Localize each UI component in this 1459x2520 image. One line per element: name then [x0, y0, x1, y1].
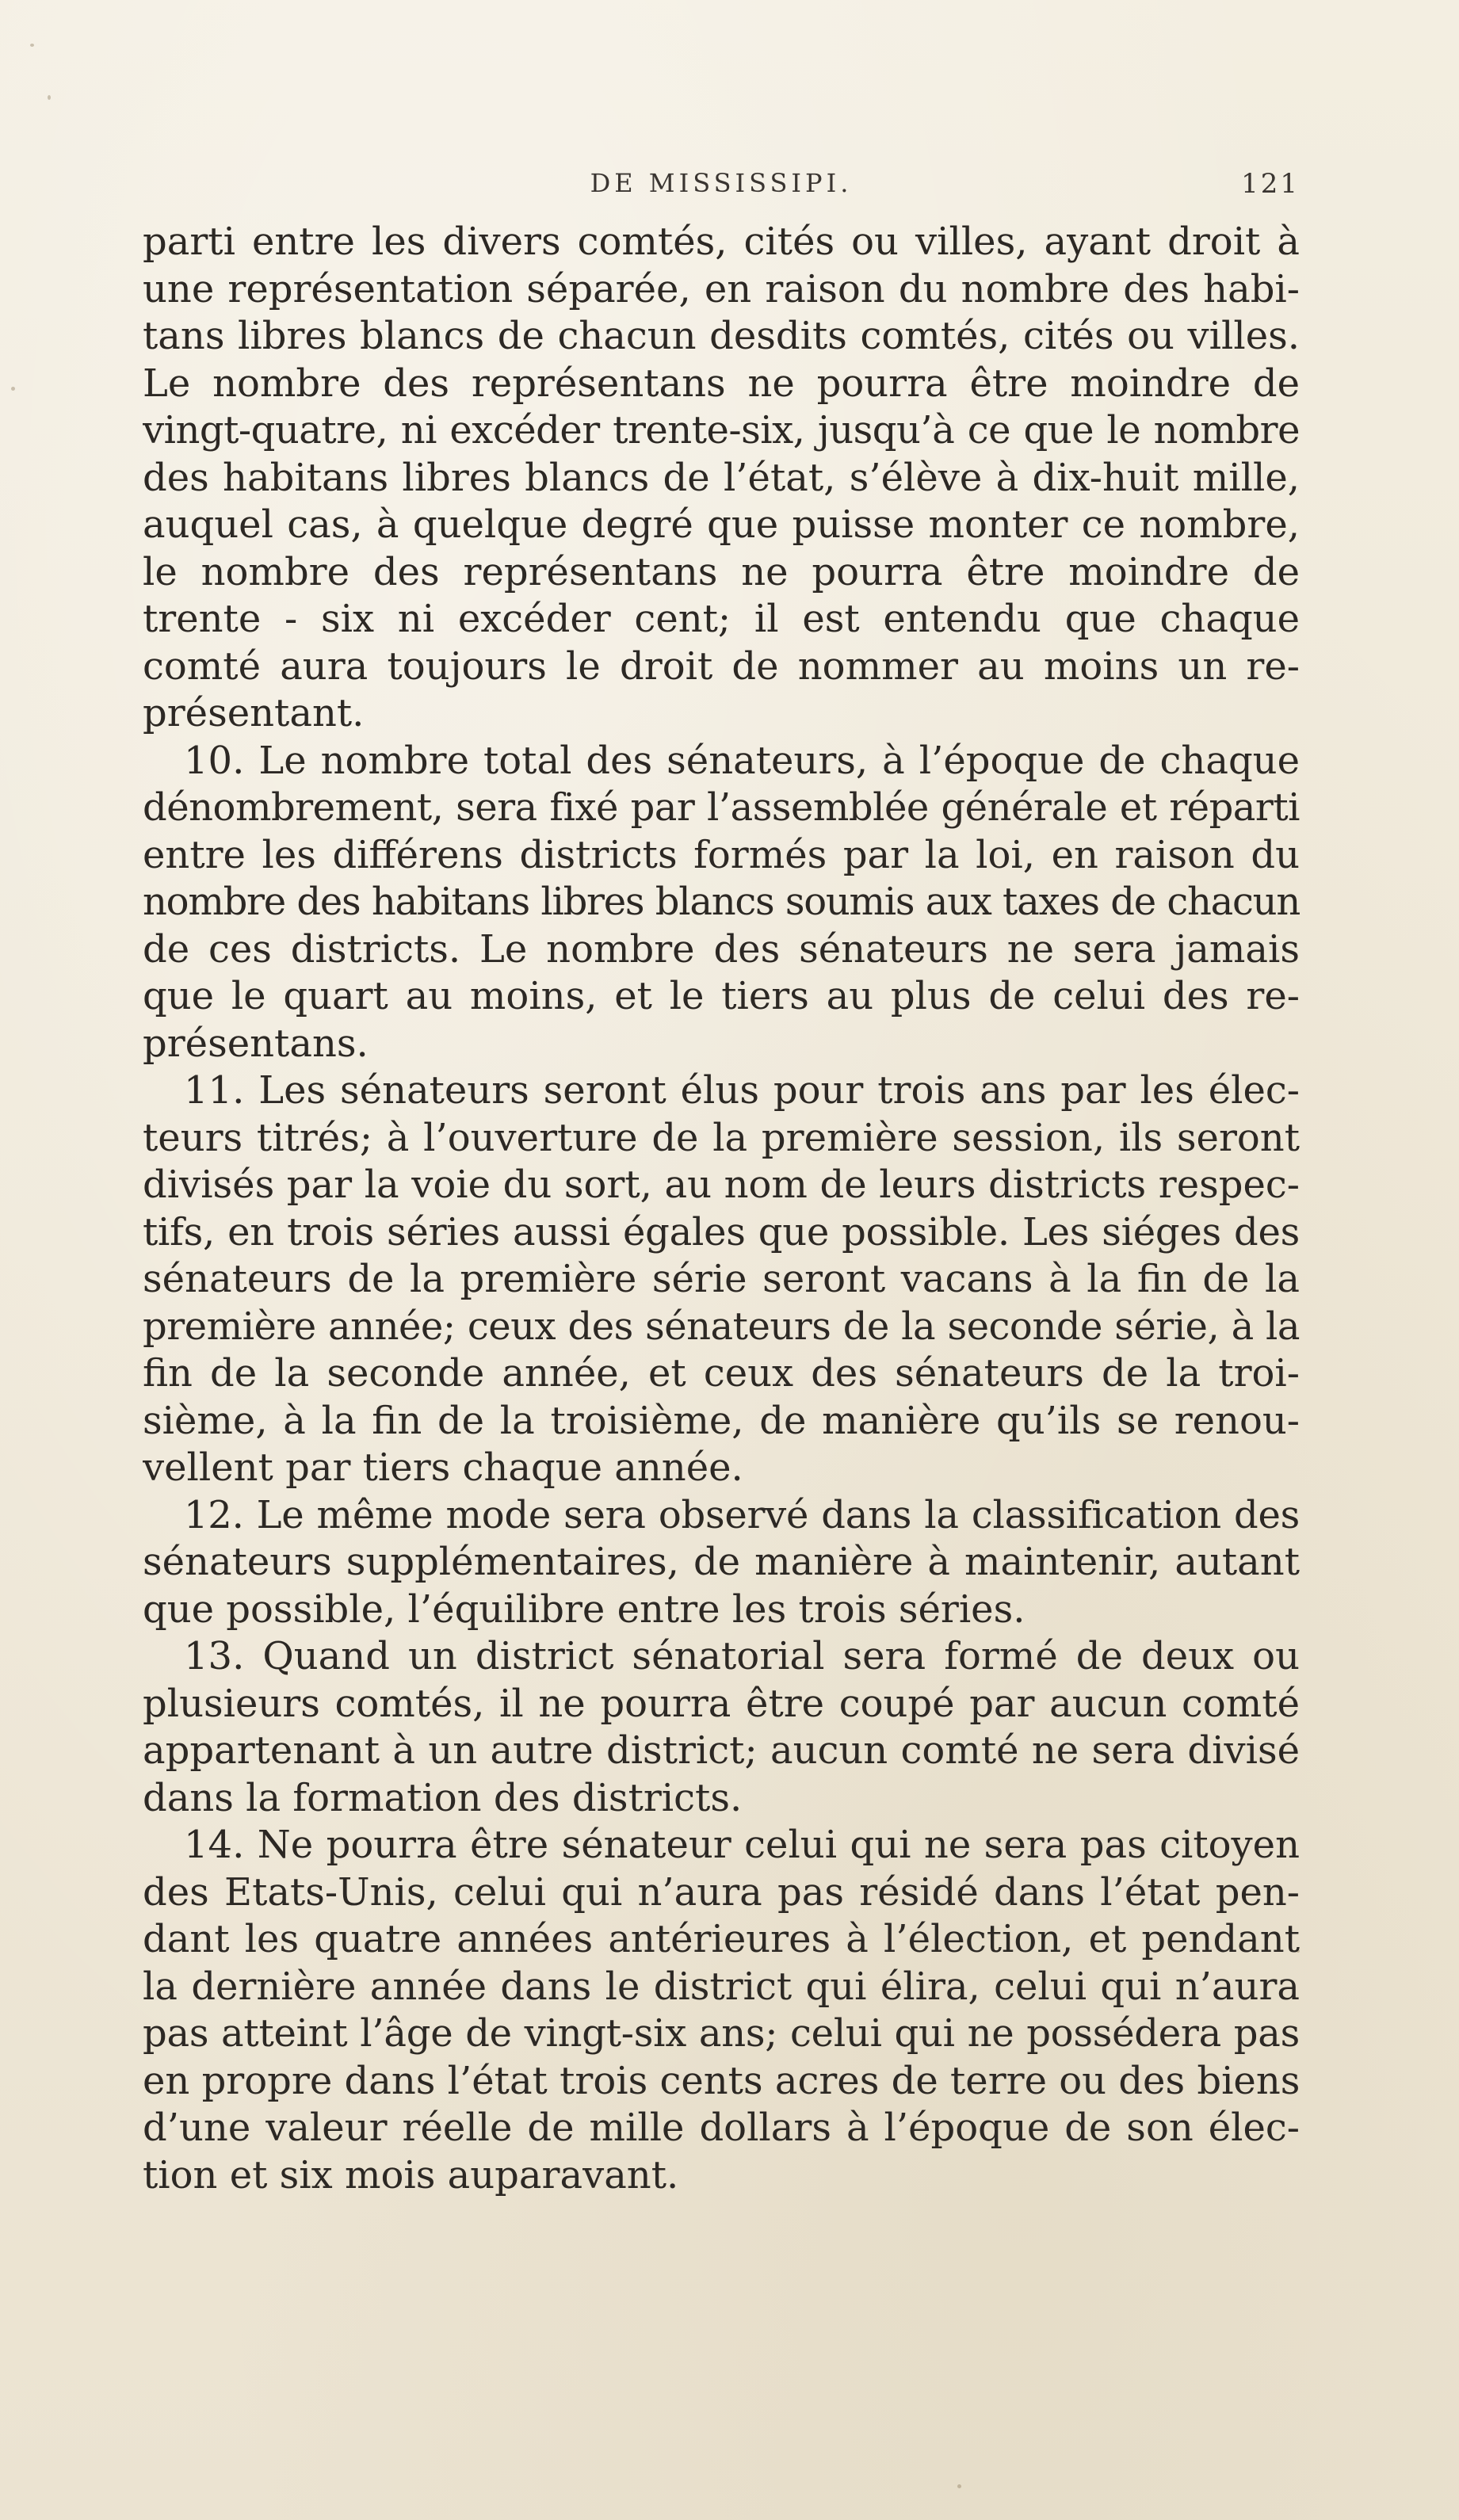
- text-line: en propre dans l’état trois cents acres de terre ou des biens: [143, 2058, 1300, 2103]
- text-line: vellent par tiers chaque année.: [143, 1445, 743, 1490]
- text-line: dénombrement, sera fixé par l’assemblée générale et réparti: [143, 785, 1300, 830]
- text-line: vingt-quatre, ni excéder trente-six, jusqu’à ce que le nombre: [143, 408, 1300, 452]
- text-line: dant les quatre années antérieures à l’élection, et pendant: [143, 1917, 1300, 1961]
- text-line: trente - six ni excéder cent; il est entendu que chaque: [143, 597, 1300, 641]
- text-line: que le quart au moins, et le tiers au plus de celui des re-: [143, 974, 1300, 1018]
- text-line: dans la formation des districts.: [143, 1775, 743, 1820]
- paragraph-first-line: 13. Quand un district sénatorial sera formé de deux ou: [184, 1634, 1300, 1678]
- paragraph-first-line: 12. Le même mode sera observé dans la classification des: [184, 1492, 1300, 1537]
- paragraph-first-line: 14. Ne pourra être sénateur celui qui ne sera pas citoyen: [184, 1823, 1300, 1867]
- text-line: teurs titrés; à l’ouverture de la première session, ils seront: [143, 1115, 1300, 1160]
- page-number: 121: [1241, 168, 1300, 200]
- text-line: plusieurs comtés, il ne pourra être coupé par aucun comté: [143, 1681, 1300, 1726]
- paper-speck: [11, 387, 15, 391]
- paper-speck: [30, 44, 34, 47]
- text-line: tifs, en trois séries aussi égales que possible. Les siéges des: [143, 1209, 1300, 1254]
- text-line: sénateurs supplémentaires, de manière à maintenir, autant: [143, 1540, 1300, 1584]
- text-line: comté aura toujours le droit de nommer au moins un re-: [143, 643, 1300, 689]
- text-line: des habitans libres blancs de l’état, s’élève à dix-huit mille,: [143, 455, 1300, 500]
- text-line: entre les différens districts formés par la loi, en raison du: [143, 832, 1300, 877]
- text-line: sénateurs de la première série seront vacans à la fin de la: [143, 1257, 1300, 1301]
- text-line: de ces districts. Le nombre des sénateurs ne sera jamais: [143, 926, 1300, 972]
- text-line: pas atteint l’âge de vingt-six ans; celui qui ne possédera pas: [143, 2011, 1300, 2056]
- text-line: le nombre des représentans ne pourra être moindre de: [143, 549, 1300, 594]
- paper-speck: [957, 2484, 961, 2488]
- text-line: une représentation séparée, en raison du nombre des habi-: [143, 266, 1300, 311]
- text-line: divisés par la voie du sort, au nom de leurs districts respec-: [143, 1163, 1300, 1207]
- text-line: appartenant à un autre district; aucun comté ne sera divisé: [143, 1728, 1300, 1773]
- text-line: Le nombre des représentans ne pourra être moindre de: [143, 361, 1300, 406]
- text-line: première année; ceux des sénateurs de la seconde série, à la: [143, 1304, 1300, 1349]
- text-line: tans libres blancs de chacun desdits comtés, cités ou villes.: [143, 314, 1300, 358]
- text-line: présentans.: [143, 1021, 369, 1066]
- running-title: DE MISSISSIPI.: [590, 168, 853, 198]
- text-line: des Etats-Unis, celui qui n’aura pas résidé dans l’état pen-: [143, 1869, 1300, 1915]
- text-line: parti entre les divers comtés, cités ou villes, ayant droit à: [143, 220, 1300, 264]
- body-text: [143, 219, 1300, 2199]
- text-line: fin de la seconde année, et ceux des sénateurs de la troi-: [143, 1351, 1300, 1396]
- text-line: tion et six mois auparavant.: [143, 2152, 679, 2197]
- text-line: présentant.: [143, 691, 365, 735]
- text-line: nombre des habitans libres blancs soumis aux taxes de chacun: [143, 880, 1300, 924]
- running-head: [143, 168, 1300, 208]
- text-line: d’une valeur réelle de mille dollars à l’époque de son élec-: [143, 2106, 1300, 2150]
- text-line: que possible, l’équilibre entre les trois séries.: [143, 1586, 1026, 1632]
- text-line: auquel cas, à quelque degré que puisse monter ce nombre,: [143, 502, 1300, 547]
- paragraph-first-line: 10. Le nombre total des sénateurs, à l’époque de chaque: [184, 738, 1300, 783]
- text-line: la dernière année dans le district qui élira, celui qui n’aura: [143, 1964, 1300, 2009]
- text-line: sième, à la fin de la troisième, de manière qu’ils se renou-: [143, 1398, 1300, 1443]
- paragraph-first-line: 11. Les sénateurs seront élus pour trois ans par les élec-: [184, 1068, 1300, 1113]
- paper-speck: [48, 95, 51, 100]
